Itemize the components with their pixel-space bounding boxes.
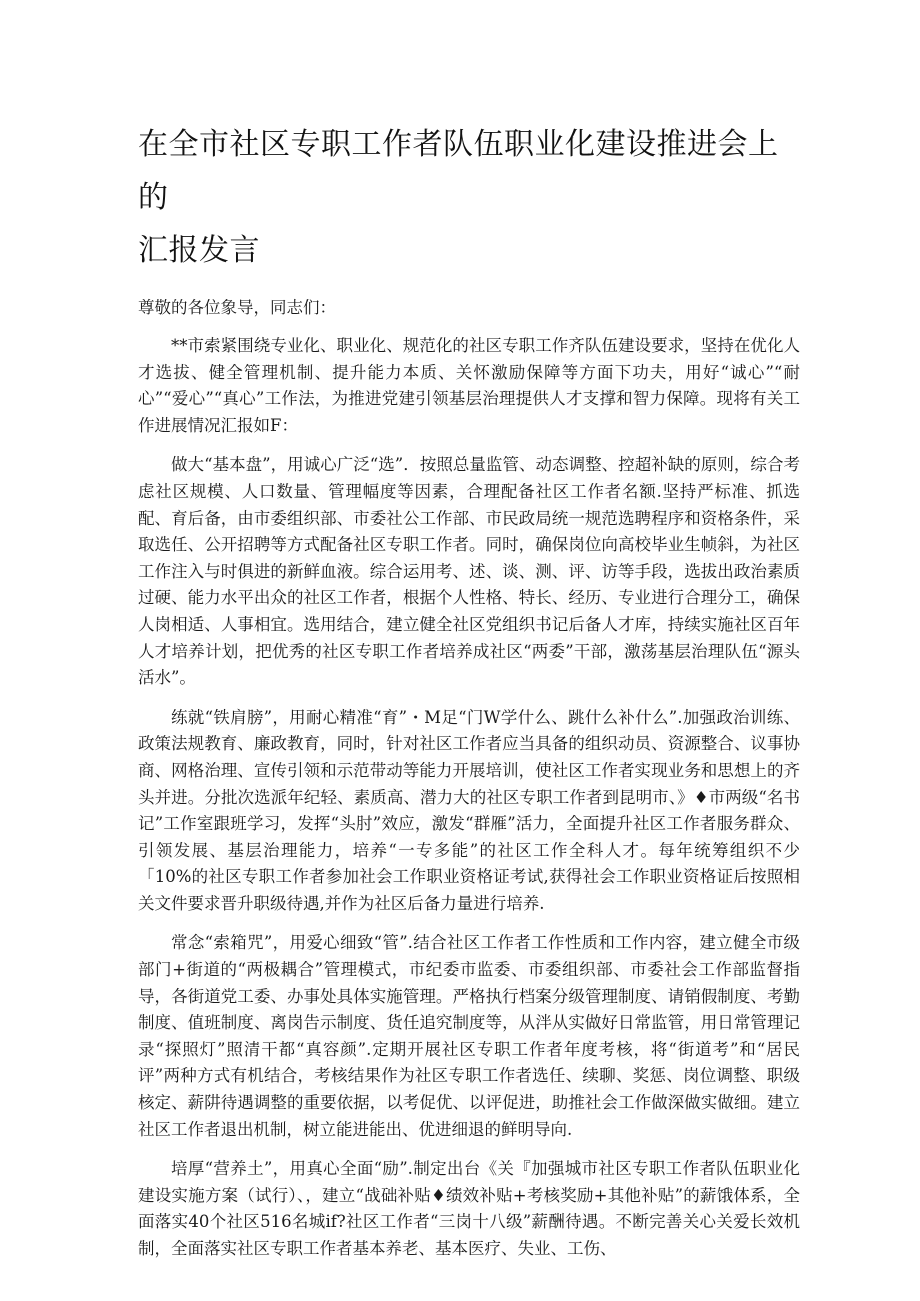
document-title (138, 118, 800, 277)
paragraph-train: 练就“铁肩膀”，用耐心精准“育”・M足“门W学什么、跳什么补什么”.加强政治训练、政策法规教育、廉政教育，同时，针对社区工作者应当具备的组织动员、资源整合、议事协商、网格治理、宣传引领和示范带动等能力开展培训，使社区工作者实现业务和思想上的齐头并进。分批次选派年纪轻、素质高、潜力大的社区专职工作者到昆明市、》♦市两级“名书记”工作室跟班学习，发挥“头肘”效应，激发“群雁”活力，全面提升社区工作者服务群众、引领发展、基层治理能力，培养“一专多能”的社区工作全科人才。每年统筹组织不少「10%的社区专职工作者参加社会工作职业资格证考试,获得社会工作职业资格证后按照相关文件要求晋升职级待遇,并作为社区后备力量进行培养. (138, 707, 800, 913)
title-line-2: 汇报发言 (138, 233, 260, 268)
salutation: 尊敬的各位象导，同志们： (138, 298, 336, 317)
paragraph-intro: **市索紧围绕专业化、职业化、规范化的社区专职工作齐队伍建设要求，坚持在优化人才选拔、健全管理机制、提升能力本质、关怀激励保障等方面下功夫，用好“诚心”“耐心”“爱心”“真心”工作法，为推进党建引领基层治理提供人才支撑和智力保障。现将有关工作进展情况汇报如F： (138, 336, 800, 435)
paragraph-select: 做大“基本盘”，用诚心广泛“选”．按照总量监管、动态调整、控超补缺的原则，综合考虑社区规模、人口数量、管理幅度等因素，合理配备社区工作者名额.坚持严标准、抓选配、育后备，由市委组织部、市委社公工作部、市民政局统一规范选聘程序和资格条件，采取选任、公开招聘等方式配备社区专职工作者。同时，确保岗位向高校毕业生帧斜，为社区工作注入与时俱进的新鲜血液。综合运用考、述、谈、测、评、访等手段，选拔出政治素质过硬、能力水平出众的社区工作者，根据个人性格、特长、经历、专业进行合理分工，确保人岗相适、人事相宜。选用结合，建立健全社区党组织书记后备人才库，持续实施社区百年人才培养计划，把优秀的社区专职工作者培养成社区“两委”干部，激荡基层治理队伍“源头活水”。 (138, 455, 800, 688)
paragraph-manage: 常念“索箱咒”，用爱心细致“管”.结合社区工作者工作性质和工作内容，建立健全市级部门+街道的“两极耦合”管理模式，市纪委市监委、市委组织部、市委社会工作部监督指导，各街道党工委、办事处具体实施管理。严格执行档案分级管理制度、请销假制度、考勤制度、值班制度、离岗告示制度、货任追究制度等，从泮从实做好日常监管，用日常管理记录“探照灯”照清干都“真容颜”.定期开展社区专职工作者年度考核，将“街道考”和“居民评”两种方式有机结合，考核结果作为社区专职工作者选任、续聊、奖惩、岗位调整、职级核定、薪阱待遇调整的重要依据，以考促优、以评促进，助推社会工作做深做实做细。建立社区工作者退出机制，树立能进能出、优进细退的鲜明导向. (138, 933, 800, 1139)
paragraph-incentive: 培厚“营养土”，用真心全面“励”.制定出台《关『加强城市社区专职工作者队伍职业化建设实施方案（试行）、，建立“战础补贴♦绩效补贴+考核奖励+其他补贴”的薪饿体系，全面落实40个社区516名城if?社区工作者“三岗十八级”薪酬待遇。不断完善关心关爱长效机制，全面落实社区专职工作者基本养老、基本医疗、失业、工伤、 (138, 1159, 800, 1258)
title-line-1: 在全市社区专职工作者队伍职业化建设推进会上的 (138, 127, 779, 215)
